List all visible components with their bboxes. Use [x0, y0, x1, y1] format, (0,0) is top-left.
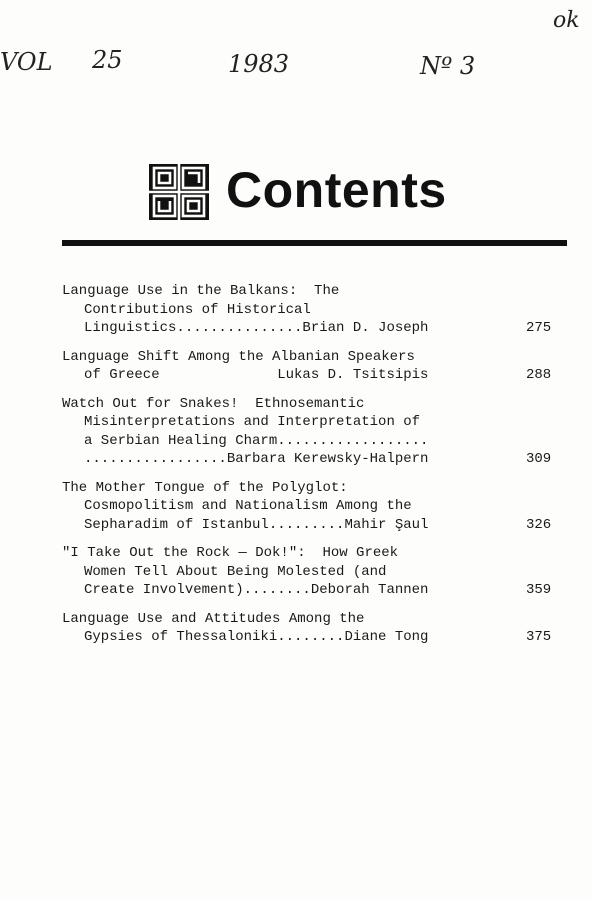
entry-line [0, 301, 592, 320]
journal-logo-icon [149, 164, 209, 220]
entry-line [0, 348, 592, 367]
entry-line [0, 282, 592, 301]
entry-line [0, 563, 592, 582]
contents-entry[interactable] [0, 348, 592, 385]
entry-line [0, 319, 592, 338]
entry-text: Gypsies of Thessaloniki........Diane Tong [84, 629, 429, 645]
page-title: Contents [226, 162, 447, 218]
entry-line [0, 497, 592, 516]
entry-page-number: 375 [526, 629, 552, 645]
entry-text: Cosmopolitism and Nationalism Among the [84, 498, 412, 514]
entry-page-number: 326 [526, 516, 552, 533]
entry-line [0, 581, 592, 600]
entry-line [0, 432, 592, 451]
entry-line [0, 413, 592, 432]
entry-line [0, 479, 592, 498]
handwritten-issue-number: Nº 3 [420, 52, 476, 80]
entry-text: Women Tell About Being Molested (and [84, 563, 387, 580]
entry-text: of Greece Lukas D. Tsitsipis [84, 367, 429, 383]
entry-text: Contributions of Historical [84, 301, 311, 318]
entry-line [0, 544, 592, 563]
contents-entry[interactable] [0, 282, 592, 338]
entry-text: Sepharadim of Istanbul.........Mahir Şaul [84, 516, 429, 533]
handwritten-year: 1983 [228, 50, 290, 78]
entry-text: a Serbian Healing Charm.................. [84, 432, 429, 449]
entry-text: .................Barbara Kerewsky-Halpern [84, 451, 429, 467]
title-rule [62, 240, 567, 246]
entry-line [0, 628, 592, 647]
handwritten-volume-number: 25 [92, 46, 123, 74]
entry-title: Language Use and Attitudes Among the [62, 610, 365, 627]
contents-entry[interactable] [0, 544, 592, 600]
entry-title: The Mother Tongue of the Polyglot: [62, 479, 348, 496]
entry-title: Language Shift Among the Albanian Speakers [62, 348, 415, 365]
entry-page-number: 309 [526, 451, 552, 467]
handwritten-corner-mark: ok [553, 8, 580, 33]
entry-line [0, 366, 592, 385]
entry-line [0, 610, 592, 629]
entry-page-number: 288 [526, 367, 552, 383]
entry-title: Language Use in the Balkans: The [62, 283, 340, 299]
entry-text: Create Involvement)........Deborah Tannen [84, 582, 429, 598]
entry-line [0, 450, 592, 469]
entry-title: "I Take Out the Rock — Dok!": How Greek [62, 545, 399, 561]
handwritten-vol-label: VOL [0, 48, 53, 76]
contents-entry[interactable] [0, 479, 592, 535]
contents-list [0, 282, 592, 657]
entry-page-number: 275 [526, 320, 552, 336]
entry-text: Misinterpretations and Interpretation of [84, 414, 421, 430]
entry-text: Linguistics...............Brian D. Joseph [84, 320, 429, 336]
entry-line [0, 516, 592, 535]
entry-page-number: 359 [526, 582, 552, 598]
contents-entry[interactable] [0, 395, 592, 469]
contents-entry[interactable] [0, 610, 592, 647]
entry-title: Watch Out for Snakes! Ethnosemantic [62, 395, 365, 412]
entry-line [0, 395, 592, 414]
